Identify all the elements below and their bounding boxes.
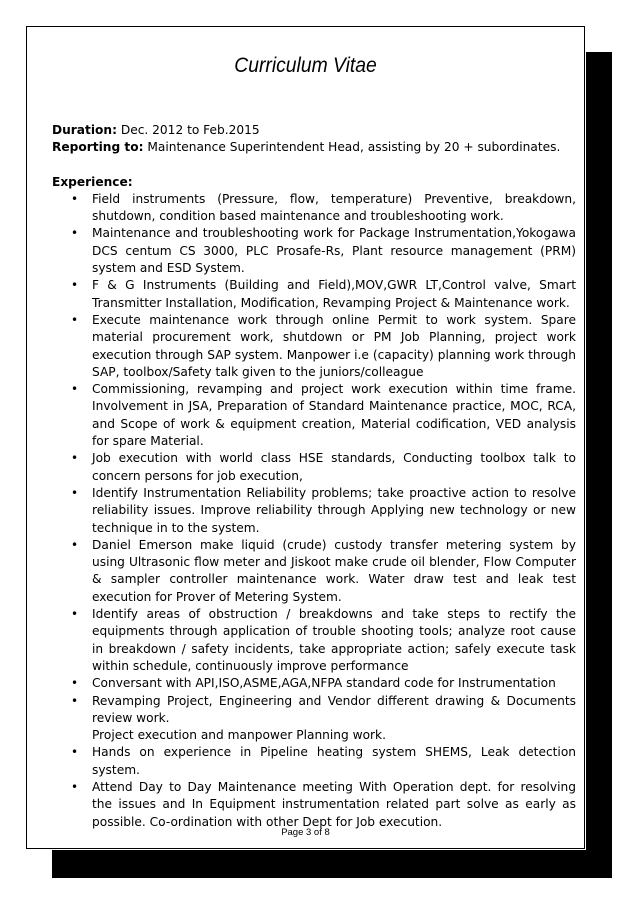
list-item: • Identify Instrumentation Reliability problems; take proactive action to resolve reliability issues. Improve reliability through Applying new technology or new technique in to the system. [71, 485, 576, 535]
bullet-icon: • [71, 607, 79, 622]
bullet-icon: • [71, 693, 79, 708]
experience-list [52, 191, 576, 727]
duration-label: Duration: [52, 123, 117, 137]
list-item: • Revamping Project, Engineering and Vendor different drawing & Documents review work. [71, 693, 576, 725]
list-item: • Attend Day to Day Maintenance meeting With Operation dept. for resolving the issues and In Equipment instrumentation related part solve as early as possible. Co-ordination with other Dept for Job execution. [71, 779, 576, 829]
document-page [26, 26, 585, 849]
list-item: • Maintenance and troubleshooting work for Package Instrumentation,Yokogawa DCS centum CS 3000, PLC Prosafe-Rs, Plant resource management (PRM) system and ESD System. [71, 226, 576, 276]
page-shadow-bottom [52, 850, 612, 878]
bullet-icon: • [71, 745, 79, 760]
reporting-label: Reporting to: [52, 140, 144, 155]
experience-heading: Experience: [52, 174, 133, 189]
experience-list-continued [52, 744, 576, 830]
bullet-icon: • [71, 191, 79, 206]
bullet-icon: • [71, 676, 79, 691]
bullet-icon: • [71, 485, 79, 500]
bullet-icon: • [71, 226, 79, 241]
bullet-icon: • [71, 537, 79, 552]
bullet-icon: • [71, 451, 79, 466]
extra-line: Project execution and manpower Planning work. [92, 728, 386, 743]
list-item: • Execute maintenance work through online Permit to work system. Spare material procurement work, shutdown or PM Job Planning, project work execution through SAP system. Manpower i.e (capacity) planning work through SAP, toolbox/Safety talk given to the juniors/colleague [71, 312, 576, 379]
list-item: • F & G Instruments (Building and Field),MOV,GWR LT,Control valve, Smart Transmitter Installation, Modification, Revamping Project & Maintenance work. [71, 278, 576, 310]
list-item: • Commissioning, revamping and project work execution within time frame. Involvement in JSA, Preparation of Standard Maintenance practice, MOC, RCA, and Scope of work & equipment creation, Material codification, VED analysis for spare Material. [71, 382, 576, 449]
list-item: • Conversant with API,ISO,ASME,AGA,NFPA standard code for Instrumentation [52, 675, 576, 692]
bullet-icon: • [71, 382, 79, 397]
list-item: • Field instruments (Pressure, flow, temperature) Preventive, breakdown, shutdown, condition based maintenance and troubleshooting work. [71, 191, 576, 224]
page-shadow-right [586, 52, 612, 878]
bullet-icon: • [71, 278, 79, 293]
duration-line [52, 122, 576, 139]
reporting-value: Maintenance Superintendent Head, assisting by 20 + subordinates. [147, 140, 561, 155]
duration-value: Dec. 2012 to Feb.2015 [120, 123, 260, 137]
bullet-icon: • [71, 312, 79, 327]
reporting-line [52, 139, 576, 156]
list-item: • Job execution with world class HSE standards, Conducting toolbox talk to concern persons for job execution, [71, 451, 576, 483]
list-item: • Hands on experience in Pipeline heating system SHEMS, Leak detection system. [71, 745, 576, 777]
page-number: Page 3 of 8 [281, 827, 330, 838]
list-item: • Identify areas of obstruction / breakdowns and take steps to rectify the equipments through application of trouble shooting tools; analyze root cause in breakdown / safety incidents, take appropriate action; safely execute task within schedule, continuously improve performance [71, 607, 576, 673]
list-item: • Daniel Emerson make liquid (crude) custody transfer metering system by using Ultrasonic flow meter and Jiskoot make crude oil blender, Flow Computer & sampler controller maintenance work. Water draw test and leak test execution for Prover of Metering System. [71, 537, 576, 604]
page-title: Curriculum Vitae [234, 54, 377, 77]
bullet-icon: • [71, 779, 79, 794]
document-body [52, 122, 576, 831]
